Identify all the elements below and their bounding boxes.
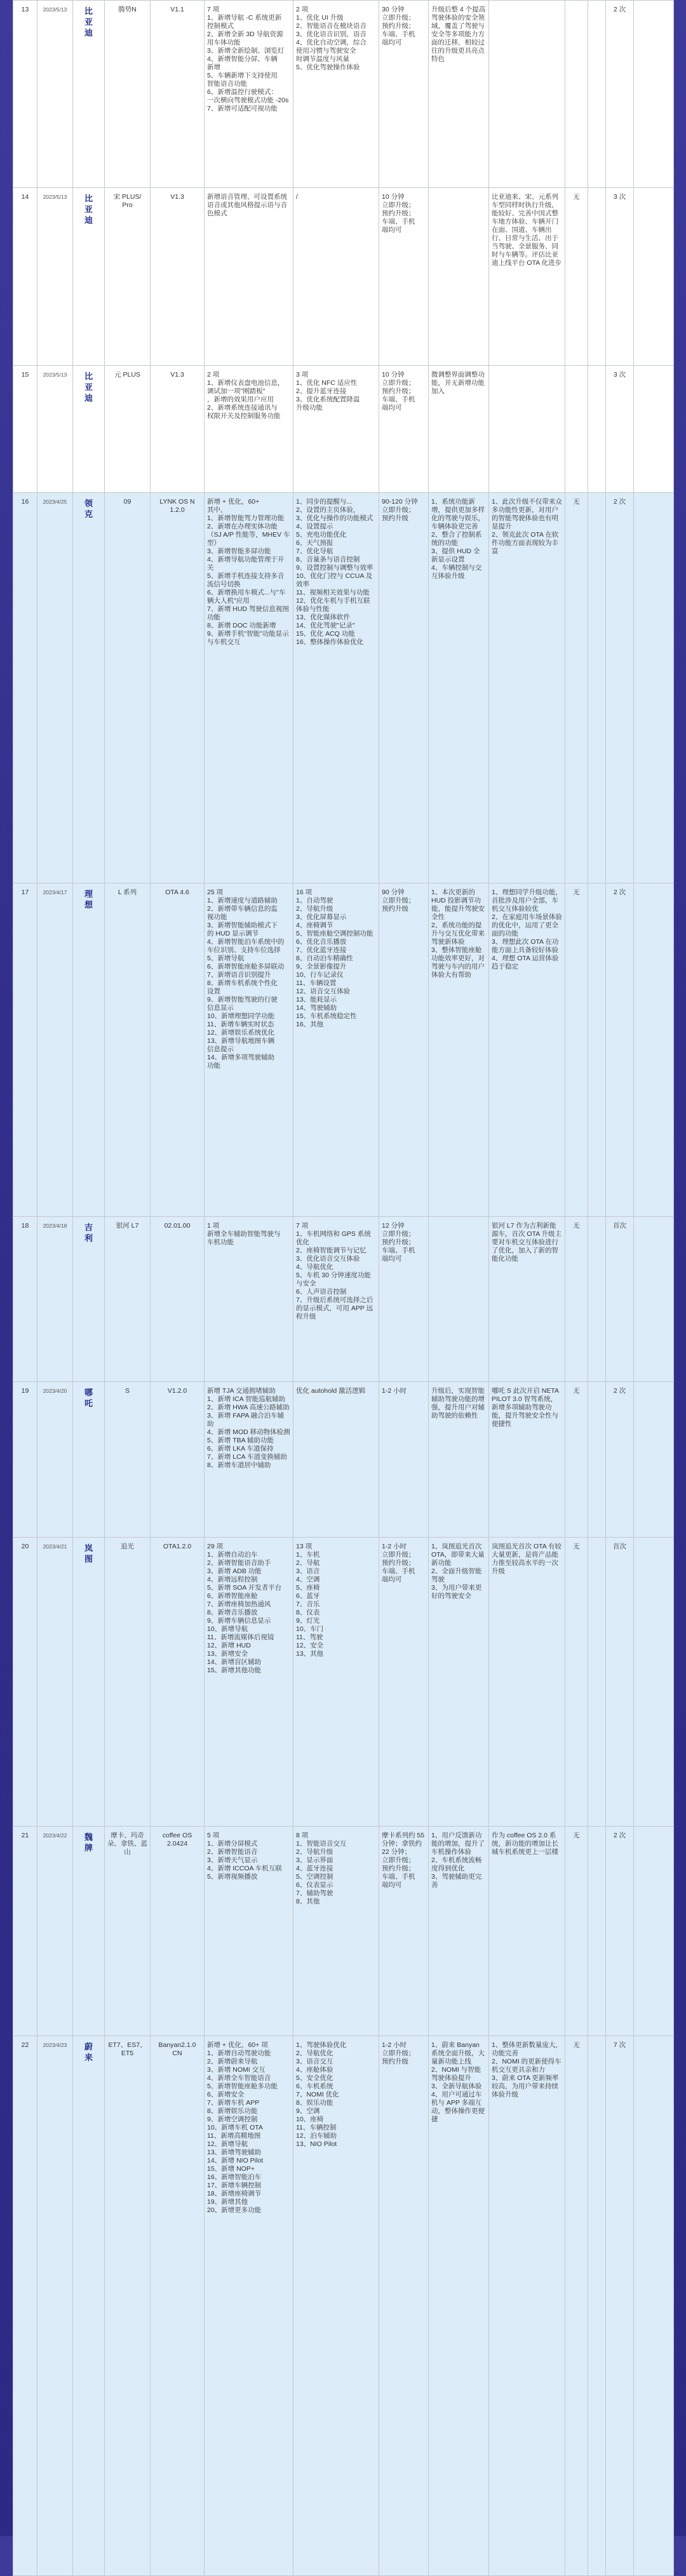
upgrade-duration: 10 分钟 立即升级； 预约升级； 车端、手机 端均可 (379, 366, 429, 493)
empty-cell (588, 1217, 606, 1382)
optimizations: 3 项 1、优化 NFC 适应性 2、提升蓝牙连接 3、优化系统配置降温 升级功能 (293, 366, 379, 493)
ota-flag: 无 (565, 883, 588, 1217)
table-row (13, 1217, 674, 1382)
brand-name (73, 188, 105, 366)
upgrade-duration: 1-2 小时 立即升级； 预约升级； 车端、手机 端均可 (379, 1538, 429, 1827)
highlights (429, 188, 489, 366)
ota-flag: 无 (565, 493, 588, 883)
ota-count: 3 次 (606, 188, 634, 366)
empty-cell (634, 1, 674, 188)
empty-cell (588, 1382, 606, 1538)
ota-evaluation: 1、此次升级不仅带来众多功能性更新，对用户的智能驾驶体验也有明显提升 2、领克此次 OTA 在软件功能方面表现较为丰富 (489, 493, 565, 883)
brand-name (73, 1382, 105, 1538)
ota-evaluation: 作为 coffee OS 2.0 系统，新功能的增加让长城车机系统更上一层楼 (489, 1827, 565, 2036)
row-number: 17 (13, 883, 37, 1217)
ota-evaluation: 银河 L7 作为吉利新能源车，首次 OTA 升级主要对车机交互体验进行了优化，加入了新的智能化功能 (489, 1217, 565, 1382)
highlights: 微调整界面调整功能，并无新增功能加入 (429, 366, 489, 493)
empty-cell (634, 1382, 674, 1538)
row-number: 22 (13, 2036, 37, 2576)
row-number: 14 (13, 188, 37, 366)
ota-flag (565, 1, 588, 188)
empty-cell (634, 188, 674, 366)
brand-name (73, 1217, 105, 1382)
upgrade-duration: 12 分钟 立即升级； 预约升级； 车端、手机 端均可 (379, 1217, 429, 1382)
highlights: 1、本次更新的 HUD 投影调节功能，能提升驾驶安全性 2、系统功能的提升与交互优化带来驾驶新体验 3、整体智能座舱功能效率更好，对驾驶与车内的用户体验大有帮助 (429, 883, 489, 1217)
system-version: V1.3 (151, 188, 205, 366)
empty-cell (634, 1538, 674, 1827)
brand-name (73, 493, 105, 883)
new-features: 新增语音管理、可设置系统语音或其他风格提示语与音色模式 (205, 188, 293, 366)
optimizations: / (293, 188, 379, 366)
upgrade-duration: 90-120 分钟 立即升级； 预约升级 (379, 493, 429, 883)
row-number: 19 (13, 1382, 37, 1538)
empty-cell (588, 366, 606, 493)
optimizations: 8 项 1、智能语音交互 2、导航升级 3、显示界面 4、蓝牙连接 5、空调控制 6、仪表显示 7、辅助驾驶 8、其他 (293, 1827, 379, 2036)
release-date: 2023/4/21 (37, 1538, 73, 1827)
empty-cell (588, 493, 606, 883)
new-features: 新增 + 优化，60+ 其中， 1、新增智能驾力管理功能 2、新增在办理实体功能 （SJ A/P 性能等，MHEV 车型） 3、新增智能多屏功能 4、新增导航功能管理于开关 5、新增手机连接支持多音流信号切换 6、新增换用车模式...与"车辆大人机"应用 7、新增 HUD 驾驶信息视图功能 8、新增 DOC 功能新增 9、新增手机"智能"功能显示与车机交互 (205, 493, 293, 883)
brand-label: 吉利 (84, 1223, 93, 1243)
ota-count: 2 次 (606, 1, 634, 188)
ota-count: 首次 (606, 1538, 634, 1827)
system-version: OTA1.2.0 (151, 1538, 205, 1827)
system-version: Banyan2.1.0 CN (151, 2036, 205, 2576)
brand-label: 比亚迪 (84, 372, 93, 403)
system-version: OTA 4.6 (151, 883, 205, 1217)
ota-evaluation: 哪吒 S 此次开启 NETA PILOT 3.0 智驾系统，新增多项辅助驾驶功能，提升驾驶安全性与便捷性 (489, 1382, 565, 1538)
ota-flag: 无 (565, 188, 588, 366)
model-name: ET7、ES7、ET5 (105, 2036, 151, 2576)
system-version: coffee OS 2.0424 (151, 1827, 205, 2036)
release-date: 2023/4/25 (37, 493, 73, 883)
system-version: LYNK OS N 1.2.0 (151, 493, 205, 883)
optimizations: 13 项 1、车机 2、导航 3、语音 4、空调 5、座椅 6、蓝牙 7、音乐 8、仪表 9、灯光 10、车门 11、驾驶 12、安全 13、其他 (293, 1538, 379, 1827)
upgrade-duration: 10 分钟 立即升级； 预约升级； 车端、手机 端均可 (379, 188, 429, 366)
upgrade-duration: 90 分钟 立即升级； 预约升级 (379, 883, 429, 1217)
empty-cell (634, 2036, 674, 2576)
release-date: 2023/4/23 (37, 2036, 73, 2576)
ota-count: 3 次 (606, 366, 634, 493)
row-number: 16 (13, 493, 37, 883)
table-row (13, 883, 674, 1217)
ota-evaluation: 比亚迪来、宋、元系列车型同样时执行升级，能较好、完善中国式整车地方体验、车辆开门在面、国道、车辆出行、日常与生活、出于当驾驶、全景服务、同时与车辆等。评估比亚迪上线平台 OTA 化进步 (489, 188, 565, 366)
model-name: S (105, 1382, 151, 1538)
ota-evaluation (489, 366, 565, 493)
table-row (13, 1538, 674, 1827)
new-features: 5 项 1、新增分屏模式 2、新增智能语音 3、新增天气显示 4、新增 ICCOA 车机互联 5、新增视频播放 (205, 1827, 293, 2036)
ota-flag: 无 (565, 1217, 588, 1382)
row-number: 13 (13, 1, 37, 188)
table-row (13, 1382, 674, 1538)
model-name: 追光 (105, 1538, 151, 1827)
ota-comparison-sheet (13, 0, 673, 2536)
model-name: 银河 L7 (105, 1217, 151, 1382)
brand-label: 理想 (84, 889, 93, 909)
optimizations: 16 项 1、自动驾驶 2、导航升级 3、优化屏幕显示 4、座椅调节 5、智能座舱空调控制功能 6、优化音乐播放 7、优化蓝牙连接 8、自动泊车精确性 9、全景影像提升 10、行车记录仪 11、车辆设置 12、语音交互体验 13、能耗显示 14、驾驶辅助 15、车机系统稳定性 16、其他 (293, 883, 379, 1217)
brand-name (73, 1538, 105, 1827)
ota-count: 首次 (606, 1217, 634, 1382)
new-features: 7 项 1、新增导航 -C 系统更新 控制模式 2、新增全新 3D 导航资源 用车体功能 3、新增全新绘制、浏览灯 4、新增智能分屏、车辆 新增 5、车辆新增下支持使用 智能语音功能 6、新增温控行驶模式： 一次横向驾驶模式功能 -20s 7、新增可适配可视功能 (205, 1, 293, 188)
new-features: 新增 TJA 交通拥堵辅助 1、新增 ICA 智能巡航辅助 2、新增 HWA 高速公路辅助 3、新增 FAPA 融合泊车辅助 4、新增 MOD 移动物体检测 5、新增 TBA 辅助功能 6、新增 LKA 车道保持 7、新增 LCA 车道变换辅助 8、新增车道居中辅助 (205, 1382, 293, 1538)
upgrade-duration: 30 分钟 立即升级； 预约升级； 车端、手机 端均可 (379, 1, 429, 188)
upgrade-duration: 摩卡系列约 55 分钟；拿铁约 22 分钟； 立即升级； 预约升级； 车端、手机 端均可 (379, 1827, 429, 2036)
release-date: 2023/5/13 (37, 1, 73, 188)
empty-cell (588, 2036, 606, 2576)
row-number: 21 (13, 1827, 37, 2036)
ota-flag: 无 (565, 2036, 588, 2576)
highlights: 1、用户反馈新功能的增加，提升了车机操作体验 2、车机系统流畅度得到优化 3、驾驶辅助更完善 (429, 1827, 489, 2036)
brand-label: 蔚来 (84, 2042, 93, 2062)
ota-flag: 无 (565, 1382, 588, 1538)
row-number: 20 (13, 1538, 37, 1827)
brand-label: 岚图 (84, 1543, 93, 1564)
ota-evaluation: 1、整体更新数量庞大，功能完善 2、NOMI 的更新使得车机交互更具亲和力 3、蔚来 OTA 更新频率较高，为用户带来持续体验升级 (489, 2036, 565, 2576)
empty-cell (588, 188, 606, 366)
brand-name (73, 883, 105, 1217)
ota-flag: 无 (565, 1827, 588, 2036)
brand-name (73, 1, 105, 188)
release-date: 2023/5/13 (37, 188, 73, 366)
upgrade-duration: 1-2 小时 立即升级； 预约升级 (379, 2036, 429, 2576)
ota-flag: 无 (565, 1538, 588, 1827)
model-name: L 系列 (105, 883, 151, 1217)
empty-cell (634, 1827, 674, 2036)
highlights: 1、岚图追光首次OTA，即带来大量新功能 2、全面升级智能驾驶 3、为用户带来更好的驾驶安全 (429, 1538, 489, 1827)
system-version: V1.2.0 (151, 1382, 205, 1538)
release-date: 2023/4/22 (37, 1827, 73, 2036)
release-date: 2023/4/20 (37, 1382, 73, 1538)
ota-table (13, 0, 674, 2576)
brand-name (73, 1827, 105, 2036)
release-date: 2023/4/18 (37, 1217, 73, 1382)
empty-cell (588, 1, 606, 188)
brand-label: 领克 (84, 499, 93, 519)
highlights: 1、系统功能新增，提供更加多样化的驾驶与娱乐，车辆体验更完善 2、整合了控制系统的功能 3、提供 HUD 全新显示设置 4、车辆控制与交互体验升级 (429, 493, 489, 883)
highlights: 升级后整 4 个提高驾驶体验的安全领域，覆盖了驾驶与安全等多项能力方面的迁移，相较过往的升级更具亮点特色 (429, 1, 489, 188)
brand-label: 哪吒 (84, 1388, 93, 1408)
empty-cell (588, 1538, 606, 1827)
empty-cell (634, 883, 674, 1217)
row-number: 15 (13, 366, 37, 493)
model-name: 腾势N (105, 1, 151, 188)
brand-name (73, 2036, 105, 2576)
brand-label: 比亚迪 (84, 194, 93, 225)
new-features: 新增 + 优化，60+ 项 1、新增自动驾驶功能 2、新增蔚来导航 3、新增 NOMI 交互 4、新增全车智能语音 5、新增智能座舱多功能 6、新增安全 7、新增车机 APP 8、新增娱乐功能 9、新增空调控制 10、新增车机 OTA 11、新增高精地图 12、新增导航 13、新增驾驶辅助 14、新增 NIO Pilot 15、新增 NOP+ 16、新增智能泊车 17、新增车辆控制 18、新增座椅调节 19、新增其他 20、新增更多功能 (205, 2036, 293, 2576)
release-date: 2023/4/17 (37, 883, 73, 1217)
new-features: 2 项 1、新增仪表盘电池信息，调试加一项"刚踏板" ，新增的效果用户应用 2、新增系统连接通讯与 权限开关及控制服务功能 (205, 366, 293, 493)
table-row (13, 1827, 674, 2036)
highlights: 1、蔚来 Banyan 系统全面升级，大量新功能上线 2、NOMI 与智能驾驶体验提升 3、全新导航体验 4、用户可通过车机与 APP 多端互动，整体操作更便捷 (429, 2036, 489, 2576)
system-version: V1.3 (151, 366, 205, 493)
empty-cell (634, 493, 674, 883)
optimizations: 2 项 1、优化 UI 升级 2、智能语音在模块语音 3、优化语音识别，语音 4、优化自动空调，综合 使用习惯与驾驶安全 时调节温度与风量 5、优化驾驶操作体验 (293, 1, 379, 188)
highlights (429, 1217, 489, 1382)
optimizations: 1、驾驶体验优化 2、导航优化 3、语音交互 4、座舱体验 5、安全优化 6、车机系统 7、NOMI 优化 8、娱乐功能 9、空调 10、座椅 11、车辆控制 12、泊车辅助 13、NIO Pilot (293, 2036, 379, 2576)
optimizations: 优化 autohold 激活逻辑 (293, 1382, 379, 1538)
model-name: 宋 PLUS/ Pro (105, 188, 151, 366)
ota-flag (565, 366, 588, 493)
model-name: 09 (105, 493, 151, 883)
table-row (13, 188, 674, 366)
ota-count: 2 次 (606, 883, 634, 1217)
table-row (13, 1, 674, 188)
highlights: 升级后，实现智能辅助驾驶功能的增强，提升用户对辅助驾驶的依赖性 (429, 1382, 489, 1538)
ota-evaluation (489, 1, 565, 188)
ota-evaluation: 1、理想同学升级功能，首批涉及用户全部，车机交互体验较优 2、在家庭用车场景体验的优化中，运用了更全面的功能 3、理想此次 OTA 在功能方面上具备较好体验 4、理想 OTA 运营体验趋于稳定 (489, 883, 565, 1217)
new-features: 25 项 1、新增速度与道路辅助 2、新增带车辆信息的监 视功能 3、新增智能辅助模式下 的 HUD 显示调节 4、新增智能泊车系统中的 车位识别、支持车位选择 5、新增导航 6、新增智能座舱多屏联动 7、新增语音识别提升 8、新增车机系统个性化 设置 9、新增智能驾驶的行驶 信息显示 10、新增理想同学功能 11、新增车辆实时状态 12、新增娱乐系统优化 13、新增导航地图车辆 信息提示 14、新增多项驾驶辅助 功能 (205, 883, 293, 1217)
table-row (13, 493, 674, 883)
model-name: 元 PLUS (105, 366, 151, 493)
ota-count: 7 次 (606, 2036, 634, 2576)
new-features: 1 项 新增全车辅助智能驾驶与 车机功能 (205, 1217, 293, 1382)
upgrade-duration: 1-2 小时 (379, 1382, 429, 1538)
brand-label: 比亚迪 (84, 6, 93, 37)
optimizations: 7 项 1、车机网络和 GPS 系统优化 2、座椅智能调节与记忆 3、优化语音交互体验 4、导航优化 5、车机 30 分钟速度功能与安全 6、人声语音控制 7、升级后系统可选择之后的显示模式，可用 APP 远程升级 (293, 1217, 379, 1382)
model-name: 摩卡、玛奇朵、拿铁、蓝山 (105, 1827, 151, 2036)
table-row (13, 366, 674, 493)
new-features: 29 项 1、新增自动泊车 2、新增智能语音助手 3、新增 ADB 功能 4、新增远程控制 5、新增 SOA 开发者平台 6、新增智能座舱 7、新增座椅加热通风 8、新增音乐播放 9、新增车辆信息显示 10、新增导航 11、新增流媒体后视镜 12、新增 HUD 13、新增安全 14、新增盲区辅助 15、新增其他功能 (205, 1538, 293, 1827)
table-row (13, 2036, 674, 2576)
ota-evaluation: 岚图追光首次 OTA 有较大量更新，是将产品能力推至较高水平的一次升级 (489, 1538, 565, 1827)
empty-cell (588, 1827, 606, 2036)
brand-label: 魏牌 (84, 1832, 93, 1853)
ota-count: 2 次 (606, 493, 634, 883)
brand-name (73, 366, 105, 493)
optimizations: 1、同步的提醒与... 2、设置的主页体验， 3、优化与操作的功能模式 4、设置提示 5、充电功能优化 6、天气预报 7、优化导航 8、音量条与语音控制 9、设置控制与调整与效率 10、优化门控与 CCUA 及 效率 11、视频相关效果与功能 12、优化车机与手机互联体验与性能 13、优化媒体软件 14、优化驾驶"记录" 15、优化 ACQ 功能 16、整体操作体验优化 (293, 493, 379, 883)
system-version: 02.01.00 (151, 1217, 205, 1382)
empty-cell (634, 366, 674, 493)
system-version: V1.1 (151, 1, 205, 188)
row-number: 18 (13, 1217, 37, 1382)
ota-count: 2 次 (606, 1382, 634, 1538)
empty-cell (588, 883, 606, 1217)
ota-count: 2 次 (606, 1827, 634, 2036)
release-date: 2023/5/13 (37, 366, 73, 493)
empty-cell (634, 1217, 674, 1382)
